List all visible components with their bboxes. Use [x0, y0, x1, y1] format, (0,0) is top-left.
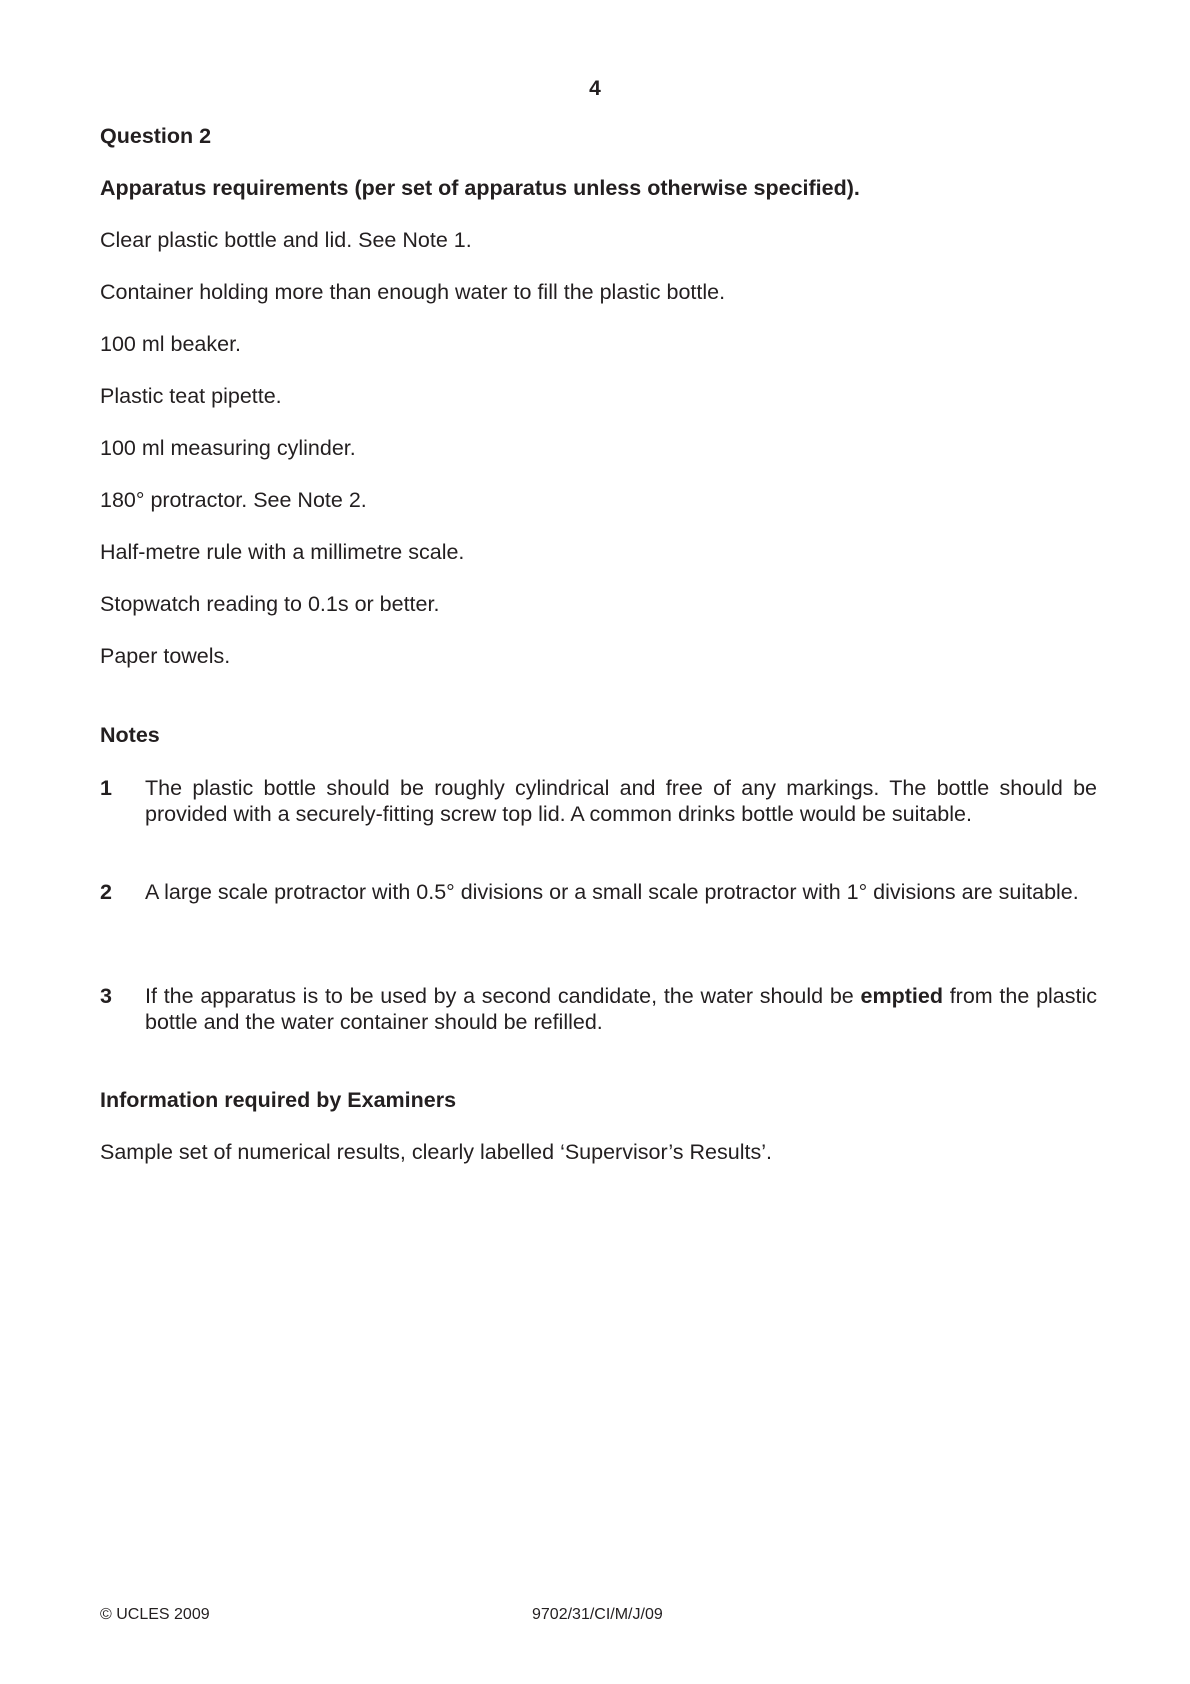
notes-heading: Notes [100, 723, 160, 747]
question-heading: Question 2 [100, 124, 212, 148]
note-number: 3 [100, 984, 112, 1008]
note-text: A large scale protractor with 0.5° divisions or a small scale protractor with 1° divisions are suitable. [145, 880, 1079, 904]
footer-code: 9702/31/CI/M/J/09 [532, 1606, 663, 1623]
apparatus-item: Stopwatch reading to 0.1s or better. [100, 592, 440, 616]
note-item [100, 983, 1097, 1035]
apparatus-item: Container holding more than enough water to fill the plastic bottle. [100, 280, 726, 304]
note-number: 1 [100, 776, 112, 800]
note-text-part: If the apparatus is to be used by a second candidate, the water should be [145, 984, 861, 1008]
apparatus-item: Half-metre rule with a millimetre scale. [100, 540, 465, 564]
apparatus-heading: Apparatus requirements (per set of apparatus unless otherwise specified). [100, 176, 860, 200]
info-heading: Information required by Examiners [100, 1088, 457, 1112]
note-number: 2 [100, 880, 112, 904]
apparatus-item: Clear plastic bottle and lid. See Note 1. [100, 228, 472, 252]
note-text [145, 983, 1097, 1035]
note-emphasis: emptied [860, 984, 943, 1008]
footer-copyright: © UCLES 2009 [100, 1606, 210, 1623]
info-text: Sample set of numerical results, clearly labelled ‘Supervisor’s Results’. [100, 1140, 772, 1164]
apparatus-item: 100 ml beaker. [100, 332, 242, 356]
note-text: The plastic bottle should be roughly cylindrical and free of any markings. The bottle should be provided with a securely-fitting screw top lid. A common drinks bottle would be suitable. [145, 776, 1097, 826]
page-number: 4 [589, 77, 601, 100]
note-item [100, 775, 1097, 827]
apparatus-item: Plastic teat pipette. [100, 384, 282, 408]
apparatus-item: Paper towels. [100, 644, 231, 668]
apparatus-item: 180° protractor. See Note 2. [100, 488, 367, 512]
apparatus-item: 100 ml measuring cylinder. [100, 436, 356, 460]
note-text-part: from the plastic bottle and the water container should be refilled. [145, 984, 1098, 1034]
note-item [100, 879, 1097, 905]
